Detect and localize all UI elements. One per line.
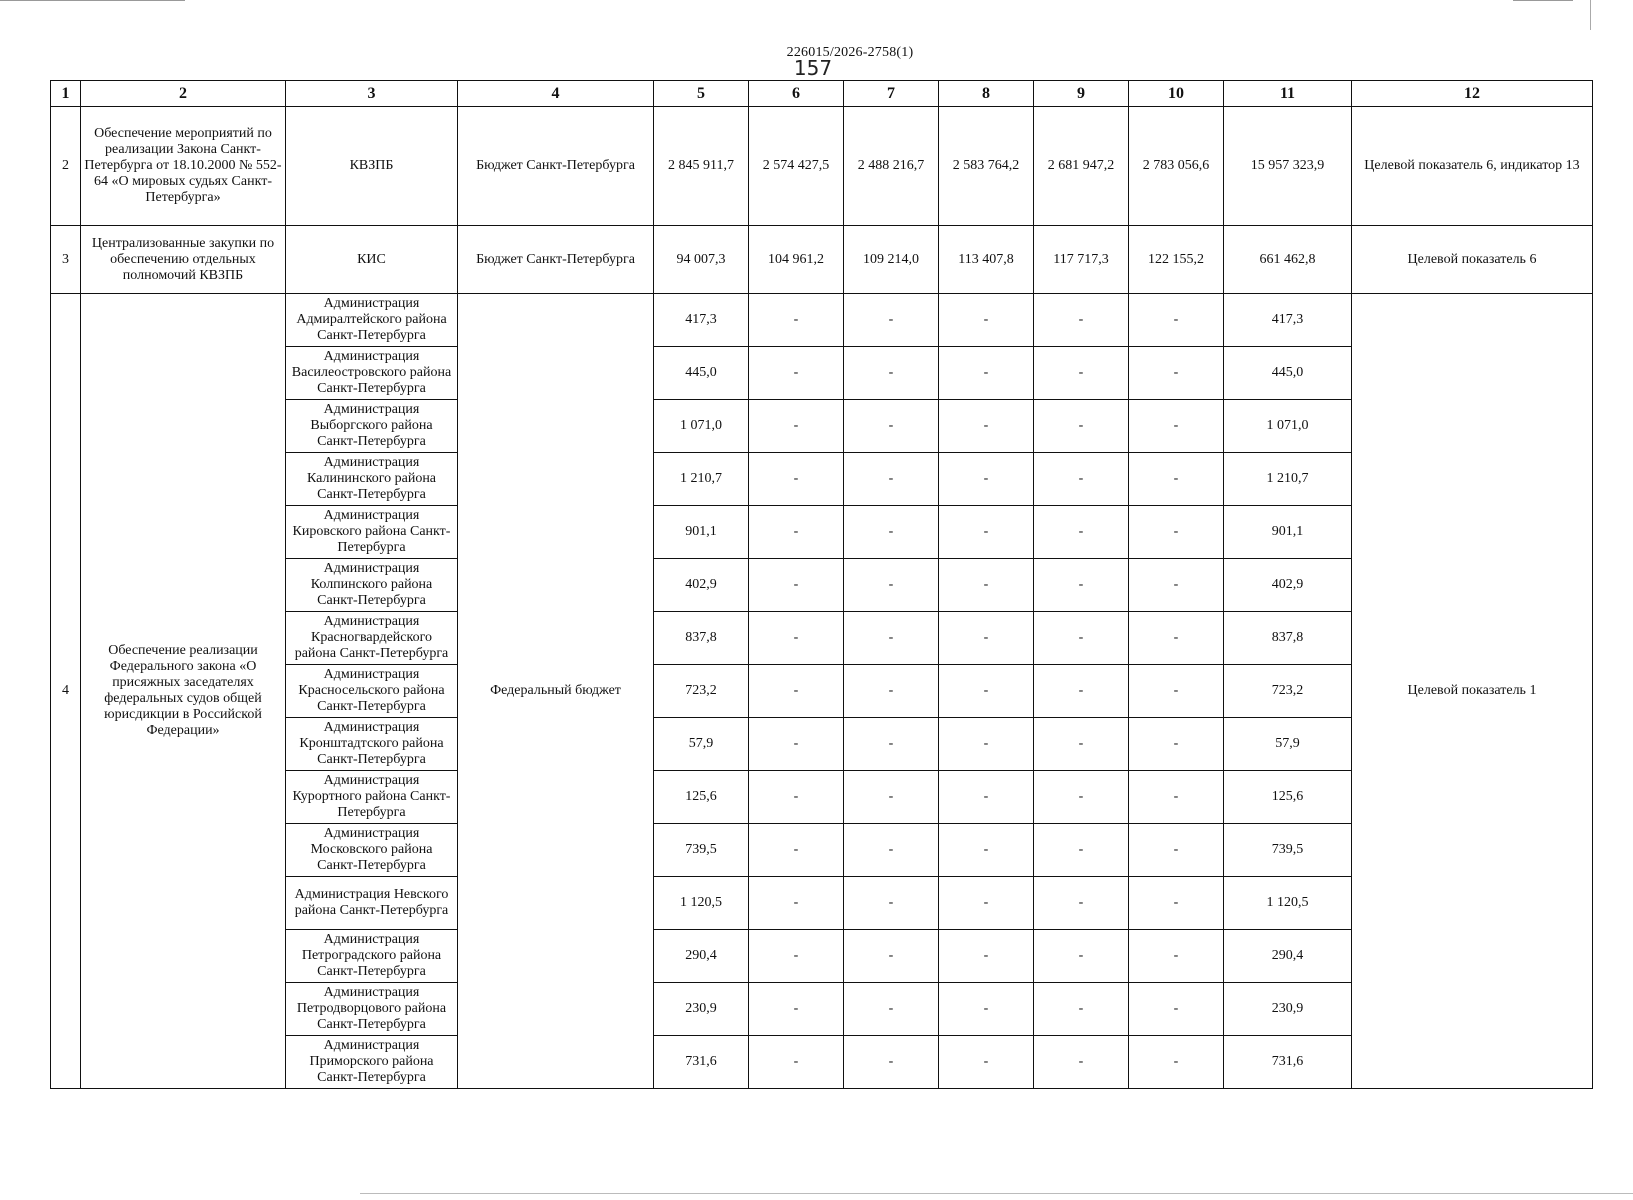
empty-amount-dash: -	[1129, 506, 1224, 559]
empty-amount-dash: -	[749, 824, 844, 877]
total-cell: 125,6	[1224, 771, 1352, 824]
table-row	[51, 226, 1593, 294]
empty-amount-dash: -	[1129, 983, 1224, 1036]
empty-amount-dash: -	[749, 665, 844, 718]
table-row	[51, 107, 1593, 226]
empty-amount-dash: -	[749, 612, 844, 665]
empty-amount-dash: -	[939, 1036, 1034, 1089]
empty-amount-dash: -	[1129, 930, 1224, 983]
amount-cell: 2 681 947,2	[1034, 107, 1129, 226]
executor: Администрация Петроградского района Санкт-Петербурга	[286, 930, 458, 983]
empty-amount-dash: -	[844, 665, 939, 718]
column-number: 5	[654, 81, 749, 107]
empty-amount-dash: -	[844, 1036, 939, 1089]
amount-cell: 1 120,5	[654, 877, 749, 930]
total-cell: 402,9	[1224, 559, 1352, 612]
total-cell: 15 957 323,9	[1224, 107, 1352, 226]
empty-amount-dash: -	[1034, 930, 1129, 983]
column-number: 9	[1034, 81, 1129, 107]
column-number-row	[51, 81, 1593, 107]
empty-amount-dash: -	[1034, 453, 1129, 506]
empty-amount-dash: -	[1034, 983, 1129, 1036]
empty-amount-dash: -	[749, 400, 844, 453]
document-reference: 226015/2026-2758(1)	[786, 45, 914, 60]
scan-edge-line	[1513, 0, 1573, 1]
target-indicator: Целевой показатель 6, индикатор 13	[1352, 107, 1593, 226]
executor: Администрация Петродворцового района Санкт-Петербурга	[286, 983, 458, 1036]
empty-amount-dash: -	[1129, 1036, 1224, 1089]
executor: КИС	[286, 226, 458, 294]
amount-cell: 104 961,2	[749, 226, 844, 294]
empty-amount-dash: -	[939, 983, 1034, 1036]
executor: Администрация Кировского района Санкт-Петербурга	[286, 506, 458, 559]
empty-amount-dash: -	[749, 506, 844, 559]
empty-amount-dash: -	[749, 347, 844, 400]
row-number: 3	[51, 226, 81, 294]
total-cell: 723,2	[1224, 665, 1352, 718]
total-cell: 1 071,0	[1224, 400, 1352, 453]
row-number: 4	[51, 294, 81, 1089]
empty-amount-dash: -	[844, 824, 939, 877]
empty-amount-dash: -	[1034, 400, 1129, 453]
budget-table	[50, 80, 1593, 1089]
executor: Администрация Выборгского района Санкт-Петербурга	[286, 400, 458, 453]
amount-cell: 723,2	[654, 665, 749, 718]
executor: Администрация Курортного района Санкт-Петербурга	[286, 771, 458, 824]
empty-amount-dash: -	[1034, 559, 1129, 612]
total-cell: 57,9	[1224, 718, 1352, 771]
executor: Администрация Красногвардейского района Санкт-Петербурга	[286, 612, 458, 665]
empty-amount-dash: -	[1034, 1036, 1129, 1089]
empty-amount-dash: -	[1129, 559, 1224, 612]
activity-description: Обеспечение мероприятий по реализации Закона Санкт-Петербурга от 18.10.2000 № 552-64 «О мировых судьях Санкт-Петербурга»	[81, 107, 286, 226]
executor: Администрация Калининского района Санкт-Петербурга	[286, 453, 458, 506]
executor: Администрация Невского района Санкт-Петербурга	[286, 877, 458, 930]
amount-cell: 901,1	[654, 506, 749, 559]
empty-amount-dash: -	[844, 294, 939, 347]
amount-cell: 2 783 056,6	[1129, 107, 1224, 226]
total-cell: 731,6	[1224, 1036, 1352, 1089]
empty-amount-dash: -	[749, 930, 844, 983]
activity-description: Централизованные закупки по обеспечению отдельных полномочий КВЗПБ	[81, 226, 286, 294]
empty-amount-dash: -	[1129, 665, 1224, 718]
scan-edge-line	[1590, 0, 1591, 30]
column-number: 1	[51, 81, 81, 107]
amount-cell: 417,3	[654, 294, 749, 347]
empty-amount-dash: -	[1034, 771, 1129, 824]
activity-description: Обеспечение реализации Федерального закона «О присяжных заседателях федеральных судов общей юрисдикции в Российской Федерации»	[81, 294, 286, 1089]
empty-amount-dash: -	[1129, 453, 1224, 506]
empty-amount-dash: -	[844, 453, 939, 506]
executor: Администрация Кронштадтского района Санкт-Петербурга	[286, 718, 458, 771]
column-number: 11	[1224, 81, 1352, 107]
empty-amount-dash: -	[1034, 877, 1129, 930]
column-number: 2	[81, 81, 286, 107]
empty-amount-dash: -	[939, 930, 1034, 983]
empty-amount-dash: -	[844, 400, 939, 453]
column-number: 6	[749, 81, 844, 107]
column-number: 4	[458, 81, 654, 107]
total-cell: 901,1	[1224, 506, 1352, 559]
total-cell: 1 210,7	[1224, 453, 1352, 506]
empty-amount-dash: -	[939, 771, 1034, 824]
empty-amount-dash: -	[939, 453, 1034, 506]
amount-cell: 1 071,0	[654, 400, 749, 453]
executor: Администрация Колпинского района Санкт-Петербурга	[286, 559, 458, 612]
empty-amount-dash: -	[1034, 506, 1129, 559]
empty-amount-dash: -	[939, 877, 1034, 930]
empty-amount-dash: -	[1129, 877, 1224, 930]
total-cell: 445,0	[1224, 347, 1352, 400]
empty-amount-dash: -	[939, 294, 1034, 347]
empty-amount-dash: -	[749, 453, 844, 506]
empty-amount-dash: -	[1129, 771, 1224, 824]
empty-amount-dash: -	[844, 983, 939, 1036]
empty-amount-dash: -	[844, 877, 939, 930]
empty-amount-dash: -	[939, 612, 1034, 665]
empty-amount-dash: -	[749, 1036, 844, 1089]
amount-cell: 1 210,7	[654, 453, 749, 506]
empty-amount-dash: -	[1129, 347, 1224, 400]
amount-cell: 125,6	[654, 771, 749, 824]
empty-amount-dash: -	[939, 559, 1034, 612]
empty-amount-dash: -	[749, 559, 844, 612]
budget-source: Федеральный бюджет	[458, 294, 654, 1089]
empty-amount-dash: -	[844, 347, 939, 400]
empty-amount-dash: -	[844, 612, 939, 665]
amount-cell: 122 155,2	[1129, 226, 1224, 294]
empty-amount-dash: -	[844, 771, 939, 824]
empty-amount-dash: -	[1129, 294, 1224, 347]
empty-amount-dash: -	[844, 930, 939, 983]
amount-cell: 445,0	[654, 347, 749, 400]
executor: Администрация Красносельского района Санкт-Петербурга	[286, 665, 458, 718]
total-cell: 230,9	[1224, 983, 1352, 1036]
target-indicator: Целевой показатель 1	[1352, 294, 1593, 1089]
amount-cell: 2 574 427,5	[749, 107, 844, 226]
empty-amount-dash: -	[1129, 718, 1224, 771]
empty-amount-dash: -	[844, 559, 939, 612]
column-number: 10	[1129, 81, 1224, 107]
column-number: 3	[286, 81, 458, 107]
amount-cell: 837,8	[654, 612, 749, 665]
empty-amount-dash: -	[749, 983, 844, 1036]
amount-cell: 402,9	[654, 559, 749, 612]
empty-amount-dash: -	[939, 506, 1034, 559]
empty-amount-dash: -	[844, 718, 939, 771]
total-cell: 290,4	[1224, 930, 1352, 983]
empty-amount-dash: -	[1034, 665, 1129, 718]
empty-amount-dash: -	[939, 718, 1034, 771]
empty-amount-dash: -	[1034, 718, 1129, 771]
amount-cell: 290,4	[654, 930, 749, 983]
column-number: 12	[1352, 81, 1593, 107]
table-row	[51, 294, 1593, 347]
scan-edge-line	[0, 0, 185, 1]
empty-amount-dash: -	[939, 347, 1034, 400]
empty-amount-dash: -	[749, 294, 844, 347]
empty-amount-dash: -	[1034, 612, 1129, 665]
empty-amount-dash: -	[1034, 347, 1129, 400]
budget-source: Бюджет Санкт-Петербурга	[458, 107, 654, 226]
total-cell: 1 120,5	[1224, 877, 1352, 930]
column-number: 7	[844, 81, 939, 107]
row-number: 2	[51, 107, 81, 226]
executor: Администрация Московского района Санкт-Петербурга	[286, 824, 458, 877]
amount-cell: 739,5	[654, 824, 749, 877]
column-number: 8	[939, 81, 1034, 107]
empty-amount-dash: -	[1129, 400, 1224, 453]
amount-cell: 2 488 216,7	[844, 107, 939, 226]
amount-cell: 113 407,8	[939, 226, 1034, 294]
amount-cell: 109 214,0	[844, 226, 939, 294]
amount-cell: 94 007,3	[654, 226, 749, 294]
empty-amount-dash: -	[749, 718, 844, 771]
amount-cell: 731,6	[654, 1036, 749, 1089]
empty-amount-dash: -	[844, 506, 939, 559]
total-cell: 739,5	[1224, 824, 1352, 877]
executor: КВЗПБ	[286, 107, 458, 226]
empty-amount-dash: -	[1034, 294, 1129, 347]
empty-amount-dash: -	[1129, 824, 1224, 877]
empty-amount-dash: -	[939, 400, 1034, 453]
scan-edge-line	[360, 1193, 1633, 1194]
executor: Администрация Приморского района Санкт-Петербурга	[286, 1036, 458, 1089]
empty-amount-dash: -	[1129, 612, 1224, 665]
executor: Администрация Василеостровского района Санкт-Петербурга	[286, 347, 458, 400]
total-cell: 417,3	[1224, 294, 1352, 347]
empty-amount-dash: -	[749, 877, 844, 930]
amount-cell: 117 717,3	[1034, 226, 1129, 294]
empty-amount-dash: -	[1034, 824, 1129, 877]
budget-source: Бюджет Санкт-Петербурга	[458, 226, 654, 294]
empty-amount-dash: -	[939, 824, 1034, 877]
amount-cell: 230,9	[654, 983, 749, 1036]
amount-cell: 2 845 911,7	[654, 107, 749, 226]
total-cell: 661 462,8	[1224, 226, 1352, 294]
target-indicator: Целевой показатель 6	[1352, 226, 1593, 294]
empty-amount-dash: -	[749, 771, 844, 824]
total-cell: 837,8	[1224, 612, 1352, 665]
empty-amount-dash: -	[939, 665, 1034, 718]
amount-cell: 2 583 764,2	[939, 107, 1034, 226]
amount-cell: 57,9	[654, 718, 749, 771]
executor: Администрация Адмиралтейского района Санкт-Петербурга	[286, 294, 458, 347]
page-number: 157	[793, 56, 833, 80]
